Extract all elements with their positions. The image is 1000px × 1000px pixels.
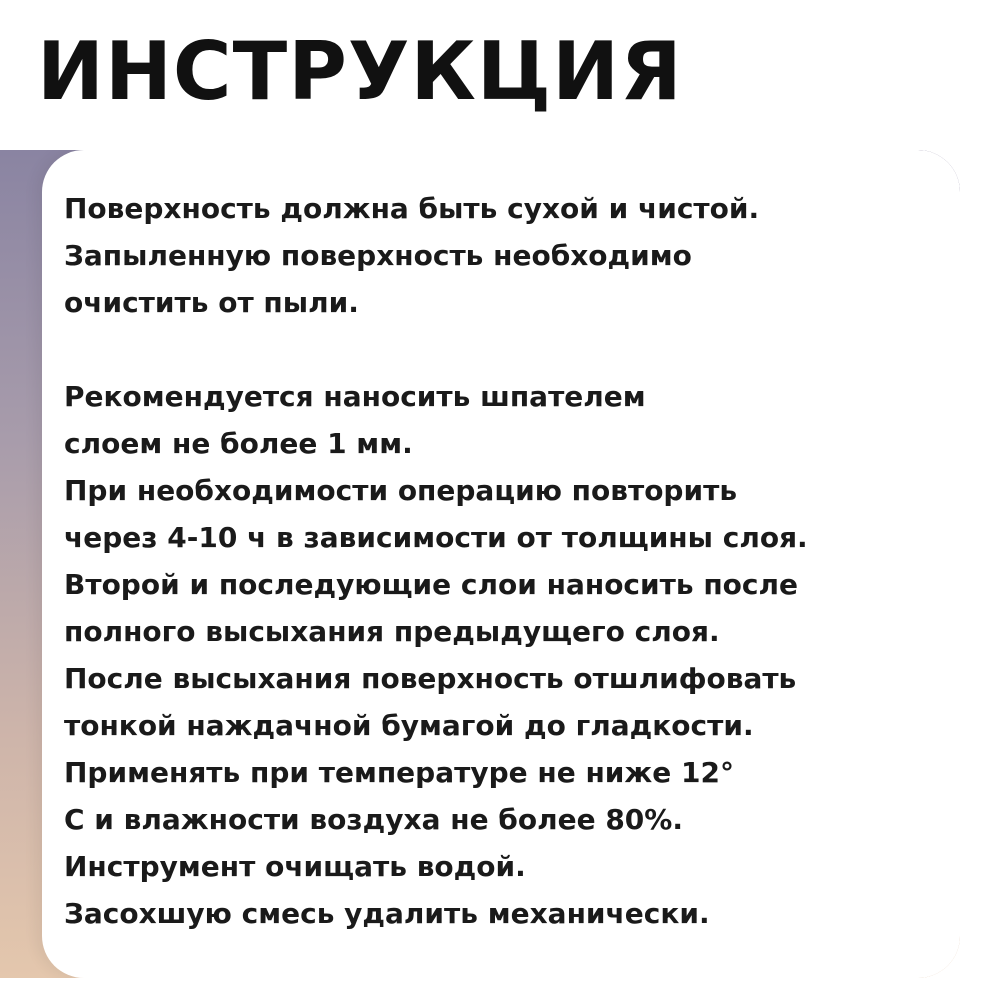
text-line: Поверхность должна быть сухой и чистой. — [64, 192, 760, 225]
paragraph-application — [64, 373, 944, 937]
text-line: Применять при температуре не ниже 12° — [64, 756, 734, 789]
text-line: очистить от пыли. — [64, 286, 359, 319]
text-line: полного высыхания предыдущего слоя. — [64, 615, 720, 648]
instruction-text — [64, 185, 944, 937]
text-line: слоем не более 1 мм. — [64, 427, 413, 460]
text-line: Рекомендуется наносить шпателем — [64, 380, 646, 413]
gradient-edge — [0, 150, 42, 978]
text-line: С и влажности воздуха не более 80%. — [64, 803, 683, 836]
text-line: Запыленную поверхность необходимо — [64, 239, 692, 272]
text-line: Второй и последующие слои наносить после — [64, 568, 799, 601]
text-line: Инструмент очищать водой. — [64, 850, 526, 883]
paragraph-surface-prep — [64, 185, 944, 326]
text-line: через 4-10 ч в зависимости от толщины слоя. — [64, 521, 808, 554]
text-line: тонкой наждачной бумагой до гладкости. — [64, 709, 754, 742]
text-line: Засохшую смесь удалить механически. — [64, 897, 710, 930]
text-line: После высыхания поверхность отшлифовать — [64, 662, 797, 695]
text-line: При необходимости операцию повторить — [64, 474, 738, 507]
page-title: ИНСТРУКЦИЯ — [37, 25, 683, 118]
